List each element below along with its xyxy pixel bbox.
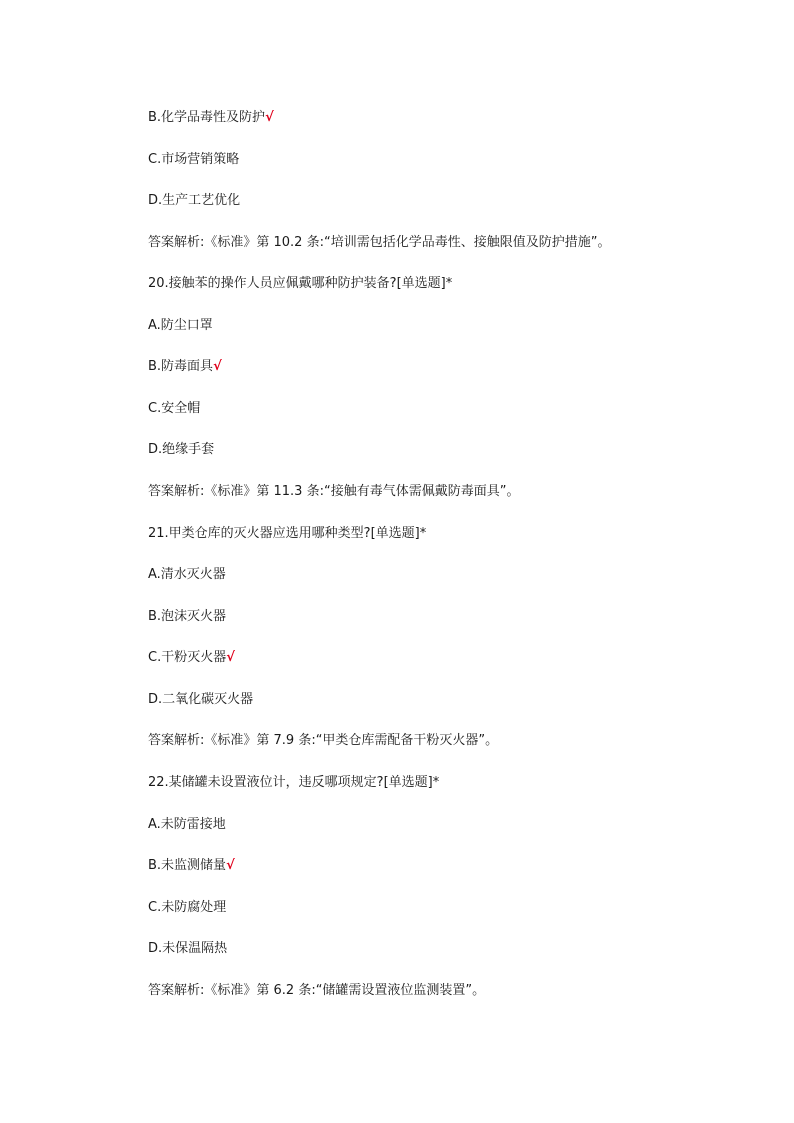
line-text: C.干粉灭火器	[148, 650, 227, 665]
answer-explanation-q22	[148, 982, 485, 1000]
line-text: C.安全帽	[148, 401, 201, 416]
option-a-q21	[148, 566, 226, 584]
line-text: D.生产工艺优化	[148, 193, 241, 208]
line-text: B.泡沫灭火器	[148, 609, 227, 624]
option-b-q19	[148, 109, 274, 127]
option-c-q20	[148, 400, 200, 418]
option-d-q20	[148, 441, 214, 459]
line-text: D.二氧化碳灭火器	[148, 692, 254, 707]
line-text: 答案解析:《标准》第 11.3 条:“接触有毒气体需佩戴防毒面具”。	[148, 484, 520, 499]
line-text: D.未保温隔热	[148, 941, 228, 956]
line-text: A.未防雷接地	[148, 817, 226, 832]
line-text: B.未监测储量	[148, 858, 227, 873]
option-d-q21	[148, 691, 253, 709]
question-22	[148, 774, 439, 792]
line-text: B.化学品毒性及防护	[148, 110, 266, 125]
line-text: 答案解析:《标准》第 6.2 条:“储罐需设置液位监测装置”。	[148, 983, 486, 998]
correct-check-mark: √	[226, 858, 235, 873]
line-text: C.市场营销策略	[148, 152, 240, 167]
option-a-q22	[148, 816, 226, 834]
line-text: 答案解析:《标准》第 10.2 条:“培训需包括化学品毒性、接触限值及防护措施”。	[148, 235, 611, 250]
line-text: 22.某储罐未设置液位计，违反哪项规定?[单选题]*	[148, 775, 440, 790]
correct-check-mark: √	[226, 650, 235, 665]
option-c-q21	[148, 649, 235, 667]
line-text: A.防尘口罩	[148, 318, 213, 333]
line-text: A.清水灭火器	[148, 567, 226, 582]
option-b-q20	[148, 358, 222, 376]
option-b-q22	[148, 857, 235, 875]
line-text: C.未防腐处理	[148, 900, 227, 915]
option-d-q19	[148, 192, 240, 210]
answer-explanation-q19	[148, 234, 610, 252]
answer-explanation-q20	[148, 483, 519, 501]
line-text: 21.甲类仓库的灭火器应选用哪种类型?[单选题]*	[148, 526, 427, 541]
question-20	[148, 275, 452, 293]
correct-check-mark: √	[265, 110, 274, 125]
answer-explanation-q21	[148, 732, 498, 750]
line-text: 答案解析:《标准》第 7.9 条:“甲类仓库需配备干粉灭火器”。	[148, 733, 499, 748]
question-21	[148, 525, 426, 543]
line-text: 20.接触苯的操作人员应佩戴哪种防护装备?[单选题]*	[148, 276, 453, 291]
option-a-q20	[148, 317, 213, 335]
option-b-q21	[148, 608, 226, 626]
option-c-q22	[148, 899, 226, 917]
line-text: D.绝缘手套	[148, 442, 215, 457]
option-c-q19	[148, 151, 239, 169]
correct-check-mark: √	[213, 359, 222, 374]
line-text: B.防毒面具	[148, 359, 214, 374]
option-d-q22	[148, 940, 227, 958]
